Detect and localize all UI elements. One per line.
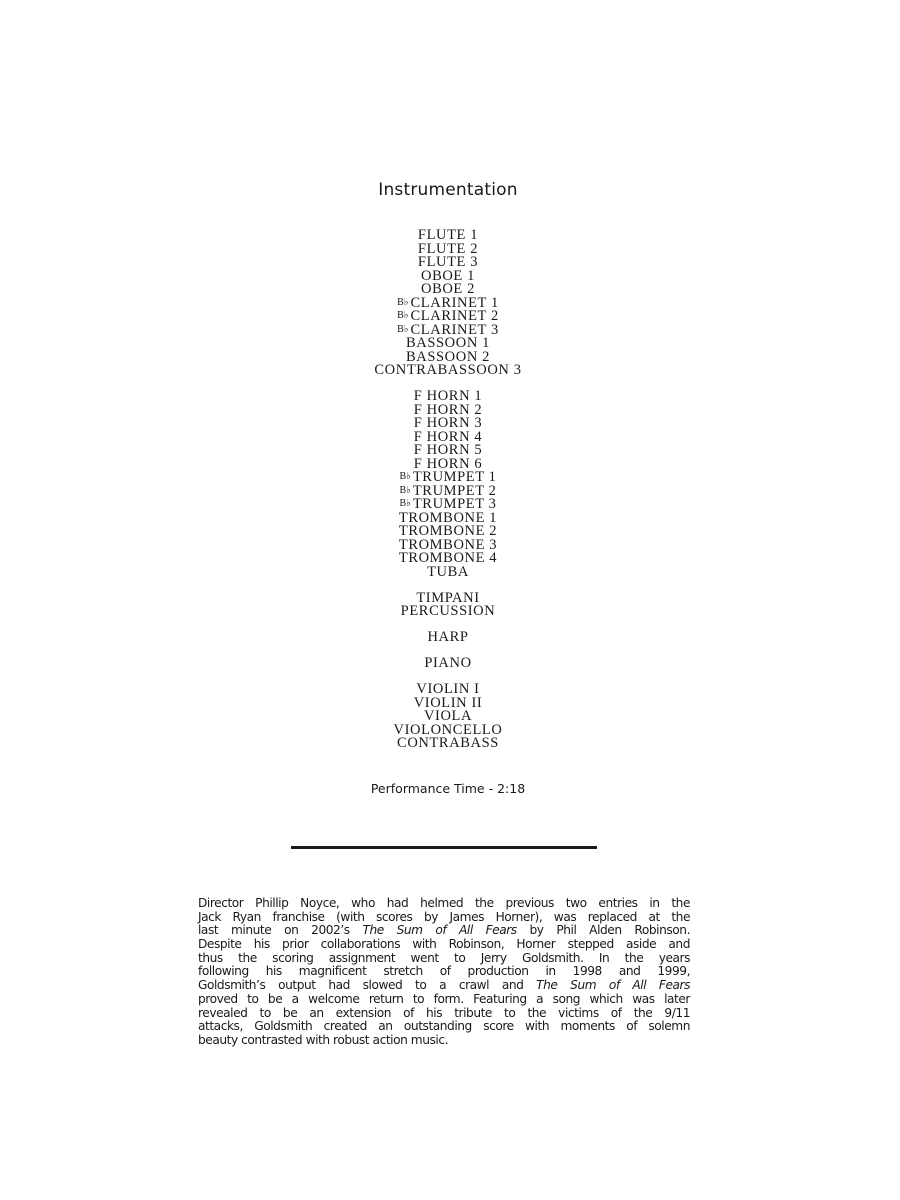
instrument-name: CLARINET 2 xyxy=(410,308,499,324)
program-note-line xyxy=(198,952,690,966)
instrument-name: BASSOON 1 xyxy=(406,335,490,351)
instrument-item xyxy=(0,657,896,671)
text-segment: Goldsmith’s output had slowed to a crawl and xyxy=(198,978,537,993)
instrument-name: OBOE 1 xyxy=(421,267,475,284)
program-note-line xyxy=(198,924,690,938)
instrument-group xyxy=(0,229,896,378)
program-note-line xyxy=(198,911,690,925)
divider-rule xyxy=(291,846,597,849)
film-title: The Sum of All Fears xyxy=(362,923,517,938)
instrument-name: CONTRABASS xyxy=(397,735,499,751)
instrument-name: FLUTE 1 xyxy=(417,227,479,243)
b-flat-prefix: B♭ xyxy=(397,323,409,335)
text-segment: beauty contrasted with robust action music. xyxy=(198,1032,449,1047)
instrument-name: TROMBONE 2 xyxy=(398,523,498,539)
program-note-line xyxy=(198,1020,690,1034)
page-title: Instrumentation xyxy=(378,180,518,200)
performance-time: Performance Time - 2:18 xyxy=(370,781,526,796)
instrument-name: BASSOON 2 xyxy=(406,348,490,365)
program-note-line xyxy=(198,965,690,979)
instrument-group xyxy=(0,657,896,671)
program-note-line xyxy=(198,897,690,911)
instrument-group xyxy=(0,589,896,619)
instrument-name: TROMBONE 3 xyxy=(398,536,498,553)
instrument-name: TROMBONE 1 xyxy=(398,509,498,526)
text-segment: last minute on 2002’s xyxy=(198,923,363,938)
b-flat-prefix: B♭ xyxy=(399,498,411,509)
instrument-name: TROMBONE 4 xyxy=(398,550,498,566)
program-note-line xyxy=(198,1007,690,1021)
text-segment: Jack Ryan franchise (with scores by James Horner), was replaced at the xyxy=(198,909,690,924)
text-segment: thus the scoring assignment went to Jerry Goldsmith. In the years xyxy=(198,950,690,965)
program-note-line xyxy=(198,993,690,1007)
instrument-name: F HORN 4 xyxy=(413,428,483,445)
instrument-name: TUBA xyxy=(427,563,469,580)
instrument-name: VIOLA xyxy=(423,708,473,724)
instrument-name: HARP xyxy=(427,629,469,645)
b-flat-prefix: B♭ xyxy=(397,310,409,321)
instrument-name: VIOLIN II xyxy=(413,694,483,711)
instrument-name: FLUTE 2 xyxy=(417,240,479,257)
instrument-item xyxy=(0,605,896,619)
instrument-name: FLUTE 3 xyxy=(417,254,479,270)
text-segment: following his magnificent stretch of production in 1998 and 1999, xyxy=(198,964,690,979)
instrument-name: F HORN 5 xyxy=(413,442,483,458)
instrument-name: F HORN 3 xyxy=(413,415,483,431)
program-note-line xyxy=(198,979,690,993)
instrument-name: PERCUSSION xyxy=(400,603,496,619)
program-note xyxy=(198,897,690,1048)
instrument-item xyxy=(0,563,896,580)
film-title: The Sum of All Fears xyxy=(536,978,690,993)
instrument-name: TRUMPET 3 xyxy=(412,496,497,512)
instrument-group xyxy=(0,390,896,579)
b-flat-prefix: B♭ xyxy=(397,296,409,308)
text-segment: revealed to be an extension of his tribute to the victims of the 9/11 xyxy=(198,1005,690,1020)
instrument-name: PIANO xyxy=(424,655,472,671)
instrument-name: F HORN 2 xyxy=(413,401,483,418)
instrument-item xyxy=(0,737,896,751)
b-flat-prefix: B♭ xyxy=(399,484,411,496)
instrument-name: VIOLONCELLO xyxy=(393,721,503,738)
instrument-group xyxy=(0,683,896,751)
text-segment: attacks, Goldsmith created an outstanding score with moments of solemn xyxy=(198,1019,690,1034)
text-segment: by Phil Alden Robinson. xyxy=(516,923,690,938)
instrument-name: TIMPANI xyxy=(416,589,480,606)
text-segment: Despite his prior collaborations with Robinson, Horner stepped aside and xyxy=(198,937,690,952)
instrument-name: CONTRABASSOON 3 xyxy=(374,362,522,378)
text-segment: proved to be a welcome return to form. Featuring a song which was later xyxy=(198,991,690,1006)
instrument-item xyxy=(0,364,896,378)
text-segment: Director Phillip Noyce, who had helmed the previous two entries in the xyxy=(198,896,690,910)
instrument-name: CLARINET 1 xyxy=(410,294,499,311)
instrument-name: F HORN 6 xyxy=(413,455,483,472)
instrumentation-list xyxy=(0,229,896,763)
program-note-line xyxy=(198,938,690,952)
instrument-name: TRUMPET 1 xyxy=(412,469,497,485)
instrument-name: TRUMPET 2 xyxy=(412,482,497,499)
instrument-name: OBOE 2 xyxy=(421,281,475,297)
instrument-item xyxy=(0,631,896,645)
b-flat-prefix: B♭ xyxy=(399,471,411,482)
instrument-group xyxy=(0,631,896,645)
instrument-name: VIOLIN I xyxy=(416,681,480,697)
instrument-name: F HORN 1 xyxy=(413,388,483,404)
instrument-name: CLARINET 3 xyxy=(410,321,499,338)
